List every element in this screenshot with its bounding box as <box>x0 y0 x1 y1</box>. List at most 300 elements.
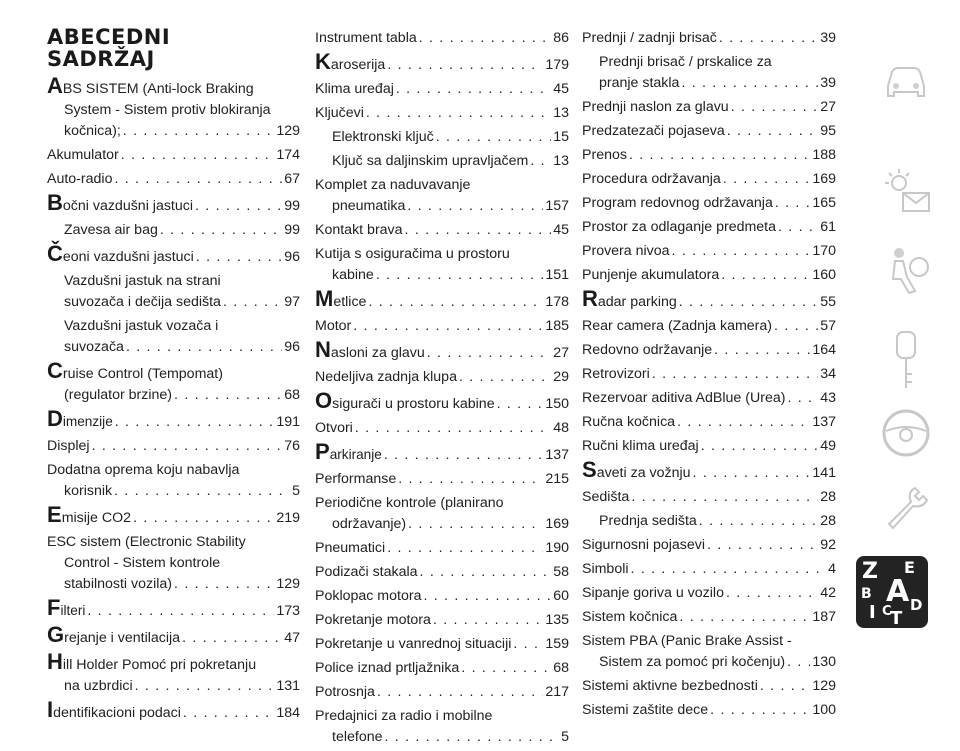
page-number[interactable]: 129 <box>276 123 300 139</box>
entry-label <box>64 385 172 405</box>
section-initial: N <box>315 337 331 362</box>
index-entry[interactable] <box>47 502 300 528</box>
index-entry[interactable] <box>315 265 569 285</box>
index-entry[interactable] <box>582 145 836 165</box>
page-number[interactable]: 173 <box>276 603 300 619</box>
entry-text: Nedeljiva zadnja klupa <box>315 369 457 385</box>
index-entry[interactable] <box>315 727 569 747</box>
dot-leader <box>714 340 810 360</box>
dot-leader <box>721 265 810 285</box>
page-number[interactable]: 27 <box>553 345 569 361</box>
entry-label <box>582 487 629 507</box>
section-initial: B <box>47 190 63 215</box>
dot-leader <box>174 574 274 594</box>
entry-text: suvozača i dečija sedišta <box>64 294 221 310</box>
entry-label <box>315 418 353 438</box>
page-number[interactable]: 191 <box>276 414 300 430</box>
page-number[interactable]: 99 <box>284 222 300 238</box>
entry-text: (regulator brzine) <box>64 387 173 403</box>
page-number[interactable]: 28 <box>820 489 836 505</box>
index-entry[interactable] <box>47 358 300 384</box>
index-entry[interactable] <box>582 559 836 579</box>
index-entry[interactable] <box>582 412 836 432</box>
index-entry[interactable] <box>582 583 836 603</box>
index-entry[interactable] <box>47 532 300 552</box>
index-entry[interactable] <box>315 316 569 336</box>
page-number[interactable]: 151 <box>545 267 569 283</box>
index-entry[interactable] <box>582 631 836 651</box>
index-entry[interactable] <box>315 103 569 123</box>
page-number[interactable]: 29 <box>553 369 569 385</box>
page-number[interactable]: 164 <box>812 342 836 358</box>
entry-label <box>315 439 382 465</box>
page-number[interactable]: 150 <box>545 396 569 412</box>
page-number[interactable]: 169 <box>812 171 836 187</box>
page-number[interactable]: 96 <box>284 249 300 265</box>
page-number[interactable]: 34 <box>820 366 836 382</box>
page-title <box>47 26 170 70</box>
page-number[interactable]: 131 <box>276 678 300 694</box>
entry-text: na uzbrdici <box>64 678 133 694</box>
entry-label <box>599 652 785 672</box>
entry-text: Ključevi <box>315 105 364 121</box>
page-number[interactable]: 4 <box>828 561 836 577</box>
entry-text: Sistem kočnica <box>582 609 678 625</box>
light-mail-icon[interactable] <box>852 165 960 219</box>
index-entry[interactable] <box>47 460 300 480</box>
index-entry[interactable] <box>315 28 569 48</box>
index-entry[interactable] <box>582 28 836 48</box>
page-number[interactable]: 92 <box>820 537 836 553</box>
page-number[interactable]: 184 <box>276 705 300 721</box>
dot-leader <box>196 247 282 267</box>
entry-text: ill Holder Pomoć pri pokretanju <box>62 657 257 673</box>
index-entry[interactable] <box>47 436 300 456</box>
dot-leader <box>408 514 543 534</box>
entry-text: Kutija s osiguračima u prostoru <box>315 246 510 262</box>
dot-leader <box>420 562 552 582</box>
entry-text: Kontakt brava <box>315 222 403 238</box>
index-entry[interactable] <box>47 316 300 336</box>
dot-leader <box>405 220 552 240</box>
entry-label <box>582 388 785 408</box>
dot-leader <box>629 145 810 165</box>
entry-text: Sigurnosni pojasevi <box>582 537 706 553</box>
entry-text: Prednja sedišta <box>599 513 697 529</box>
index-entry[interactable] <box>582 193 836 213</box>
dot-leader <box>195 196 282 216</box>
index-entry[interactable] <box>47 481 300 501</box>
entry-text: telefone <box>332 729 383 745</box>
entry-label <box>47 697 181 723</box>
page-number[interactable]: 39 <box>820 75 836 91</box>
index-entry[interactable] <box>47 271 300 291</box>
dot-leader <box>121 145 275 165</box>
dot-leader <box>459 367 551 387</box>
index-entry[interactable] <box>47 145 300 165</box>
page-number[interactable]: 13 <box>553 105 569 121</box>
index-entry[interactable] <box>582 607 836 627</box>
index-entry[interactable] <box>315 493 569 513</box>
index-entry[interactable] <box>47 595 300 621</box>
entry-text: korisnik <box>64 483 113 499</box>
index-entry[interactable] <box>47 121 300 141</box>
entry-text: Displej <box>47 438 90 454</box>
dot-leader <box>787 652 810 672</box>
entry-text: očni vazdušni jastuci <box>62 198 194 214</box>
index-entry[interactable] <box>315 286 569 312</box>
index-entry[interactable] <box>47 406 300 432</box>
index-entry[interactable] <box>47 574 300 594</box>
page-number[interactable]: 97 <box>284 294 300 310</box>
entry-text: Poklopac motora <box>315 588 422 604</box>
page-number[interactable]: 47 <box>284 630 300 646</box>
index-entry[interactable] <box>582 97 836 117</box>
page-number[interactable]: 86 <box>553 30 569 46</box>
page-number[interactable]: 43 <box>820 390 836 406</box>
page-number[interactable]: 165 <box>812 195 836 211</box>
entry-label <box>315 220 403 240</box>
entry-label <box>64 220 158 240</box>
index-entry[interactable] <box>582 169 836 189</box>
entry-text: Program redovnog održavanja <box>582 195 773 211</box>
entry-label <box>315 316 351 336</box>
index-entry[interactable] <box>47 553 300 573</box>
page-number[interactable]: 96 <box>284 339 300 355</box>
dot-leader <box>353 316 543 336</box>
section-initial: P <box>315 439 330 464</box>
entry-label <box>315 493 504 513</box>
index-entry[interactable] <box>315 469 569 489</box>
page-number[interactable]: 160 <box>812 267 836 283</box>
entry-text: Zavesa air bag <box>64 222 158 238</box>
entry-text: Klima uređaj <box>315 81 394 97</box>
index-entry[interactable] <box>47 292 300 312</box>
index-entry[interactable] <box>47 190 300 216</box>
dot-leader <box>407 196 543 216</box>
entry-label <box>315 49 386 75</box>
entry-text: Vazdušni jastuk vozača i <box>64 318 219 334</box>
page-number[interactable]: 190 <box>545 540 569 556</box>
section-initial: O <box>315 388 333 413</box>
index-entry[interactable] <box>315 610 569 630</box>
entry-label <box>47 145 119 165</box>
page-number[interactable]: 45 <box>553 81 569 97</box>
index-entry[interactable] <box>315 49 569 75</box>
page-number[interactable]: 42 <box>820 585 836 601</box>
index-entry[interactable] <box>315 562 569 582</box>
entry-label <box>64 553 220 573</box>
page-number[interactable]: 61 <box>820 219 836 235</box>
index-entry[interactable] <box>582 511 836 531</box>
car-front-icon[interactable] <box>852 60 960 102</box>
page-number[interactable]: 217 <box>545 684 569 700</box>
index-entry[interactable] <box>582 340 836 360</box>
entry-label <box>64 337 124 357</box>
index-entry[interactable] <box>582 535 836 555</box>
page-number[interactable]: 57 <box>820 318 836 334</box>
entry-label <box>582 607 677 627</box>
dot-leader <box>731 97 819 117</box>
index-entry[interactable] <box>582 52 836 72</box>
entry-text: Performanse <box>315 471 397 487</box>
index-entry[interactable] <box>315 634 569 654</box>
index-entry[interactable] <box>582 436 836 456</box>
index-entry[interactable] <box>582 286 836 312</box>
index-entry[interactable] <box>582 457 836 483</box>
dot-leader <box>160 220 282 240</box>
index-entry[interactable] <box>47 241 300 267</box>
entry-label <box>599 52 772 72</box>
entry-text: održavanje) <box>332 516 407 532</box>
index-chapter-badge[interactable] <box>856 556 928 628</box>
entry-label <box>64 574 172 594</box>
dot-leader <box>530 151 551 171</box>
index-entry[interactable] <box>315 658 569 678</box>
dot-leader <box>701 436 819 456</box>
entry-text: Komplet za naduvavanje <box>315 177 471 193</box>
page-number[interactable]: 68 <box>284 387 300 403</box>
index-entry[interactable] <box>582 364 836 384</box>
page-number[interactable]: 215 <box>545 471 569 487</box>
entry-label <box>582 286 677 312</box>
airbag-person-icon[interactable] <box>852 245 960 299</box>
entry-text: adar parking <box>597 294 677 310</box>
page-number[interactable]: 137 <box>812 414 836 430</box>
index-entry[interactable] <box>47 622 300 648</box>
index-entry[interactable] <box>315 706 569 726</box>
index-entry[interactable] <box>47 73 300 99</box>
badge-letter: D <box>910 596 923 614</box>
entry-label <box>315 286 367 312</box>
entry-text: etlice <box>333 294 367 310</box>
entry-label <box>47 436 90 456</box>
page-number[interactable]: 141 <box>812 465 836 481</box>
entry-label <box>582 193 773 213</box>
dot-leader <box>631 487 818 507</box>
index-entry[interactable] <box>315 538 569 558</box>
entry-text: stabilnosti vozila) <box>64 576 173 592</box>
entry-text: asloni za glavu <box>330 345 425 361</box>
entry-text: Predajnici za radio i mobilne <box>315 708 493 724</box>
dot-leader <box>183 703 274 723</box>
entry-label <box>582 121 725 141</box>
index-entry[interactable] <box>315 79 569 99</box>
entry-label <box>315 388 495 414</box>
badge-letter: I <box>869 602 876 623</box>
entry-text: Prenos <box>582 147 627 163</box>
index-entry[interactable] <box>315 586 569 606</box>
entry-label <box>47 532 246 552</box>
index-entry[interactable] <box>582 676 836 696</box>
page-number[interactable]: 178 <box>545 294 569 310</box>
dot-leader <box>387 55 543 75</box>
page-number[interactable]: 95 <box>820 123 836 139</box>
index-entry[interactable] <box>582 265 836 285</box>
entry-label <box>315 658 459 678</box>
index-entry[interactable] <box>582 388 836 408</box>
page-number[interactable]: 170 <box>812 243 836 259</box>
key-icon[interactable] <box>852 330 960 392</box>
index-entry[interactable] <box>582 700 836 720</box>
entry-label <box>599 73 679 93</box>
page-number[interactable]: 49 <box>820 438 836 454</box>
page-number[interactable]: 67 <box>284 171 300 187</box>
entry-label <box>64 292 221 312</box>
page-number[interactable]: 130 <box>812 654 836 670</box>
page-number[interactable]: 55 <box>820 294 836 310</box>
section-initial: K <box>315 49 331 74</box>
page-number[interactable]: 159 <box>545 636 569 652</box>
entry-label <box>315 28 417 48</box>
entry-text: Otvori <box>315 420 353 436</box>
page-number[interactable]: 48 <box>553 420 569 436</box>
index-column-1 <box>47 73 300 727</box>
index-entry[interactable] <box>47 676 300 696</box>
page-number[interactable]: 99 <box>284 198 300 214</box>
page-number[interactable]: 13 <box>553 153 569 169</box>
entry-text: ruise Control (Tempomat) <box>62 366 223 382</box>
entry-label <box>64 676 133 696</box>
entry-label <box>332 196 405 216</box>
page-number[interactable]: 169 <box>545 516 569 532</box>
index-entry[interactable] <box>47 697 300 723</box>
dot-leader <box>727 121 818 141</box>
page-number[interactable]: 185 <box>545 318 569 334</box>
page-number[interactable]: 188 <box>812 147 836 163</box>
page-number[interactable]: 15 <box>553 129 569 145</box>
entry-label <box>315 103 364 123</box>
page-number[interactable]: 137 <box>545 447 569 463</box>
index-entry[interactable] <box>47 220 300 240</box>
index-entry[interactable] <box>315 682 569 702</box>
page-number[interactable]: 219 <box>276 510 300 526</box>
index-entry[interactable] <box>582 487 836 507</box>
page-number[interactable]: 129 <box>276 576 300 592</box>
dot-leader <box>115 412 275 432</box>
index-entry[interactable] <box>315 439 569 465</box>
page-number[interactable]: 135 <box>545 612 569 628</box>
entry-label <box>47 358 223 384</box>
section-initial: E <box>47 502 62 527</box>
entry-label <box>315 244 510 264</box>
entry-text: Redovno održavanje <box>582 342 713 358</box>
dot-leader <box>92 436 283 456</box>
entry-label <box>332 151 528 171</box>
index-entry[interactable] <box>315 367 569 387</box>
index-entry[interactable] <box>47 649 300 675</box>
dot-leader <box>677 412 810 432</box>
badge-letter: T <box>890 608 903 629</box>
page-number[interactable]: 5 <box>561 729 569 745</box>
steering-wheel-icon[interactable] <box>852 405 960 461</box>
dot-leader <box>631 559 827 579</box>
page-number[interactable]: 5 <box>292 483 300 499</box>
entry-label <box>582 145 627 165</box>
page-number[interactable]: 60 <box>553 588 569 604</box>
index-entry[interactable] <box>315 151 569 171</box>
wrench-icon[interactable] <box>852 480 960 534</box>
index-entry[interactable] <box>582 652 836 672</box>
index-entry[interactable] <box>315 418 569 438</box>
entry-text: Motor <box>315 318 352 334</box>
entry-label <box>315 706 492 726</box>
dot-leader <box>707 535 818 555</box>
entry-text: Police iznad prtljažnika <box>315 660 460 676</box>
page-number[interactable]: 68 <box>553 660 569 676</box>
entry-text: Punjenje akumulatora <box>582 267 720 283</box>
section-initial: R <box>582 286 598 311</box>
index-entry[interactable] <box>315 127 569 147</box>
index-entry[interactable] <box>315 388 569 414</box>
page-number[interactable]: 179 <box>545 57 569 73</box>
entry-text: Pokretanje u vanrednoj situaciji <box>315 636 512 652</box>
index-entry[interactable] <box>315 514 569 534</box>
dot-leader <box>123 121 275 141</box>
index-entry[interactable] <box>582 217 836 237</box>
index-entry[interactable] <box>47 100 300 120</box>
dot-leader <box>385 727 560 747</box>
entry-text: Ručna kočnica <box>582 414 676 430</box>
index-entry[interactable] <box>582 73 836 93</box>
index-entry[interactable] <box>47 337 300 357</box>
dot-leader <box>723 169 811 189</box>
index-column-2 <box>315 28 569 751</box>
index-entry[interactable] <box>47 385 300 405</box>
index-entry[interactable] <box>315 196 569 216</box>
section-initial: F <box>47 595 61 620</box>
page-number[interactable]: 39 <box>820 30 836 46</box>
page-number[interactable]: 100 <box>812 702 836 718</box>
section-initial: G <box>47 622 65 647</box>
index-entry[interactable] <box>315 337 569 363</box>
page-number[interactable]: 187 <box>812 609 836 625</box>
index-entry[interactable] <box>47 169 300 189</box>
page-number[interactable]: 76 <box>284 438 300 454</box>
entry-text: Ručni klima uređaj <box>582 438 699 454</box>
index-entry[interactable] <box>582 241 836 261</box>
section-initial: I <box>47 697 54 722</box>
index-entry[interactable] <box>315 244 569 264</box>
index-entry[interactable] <box>582 316 836 336</box>
index-entry[interactable] <box>582 121 836 141</box>
entry-label <box>582 241 670 261</box>
page-number[interactable]: 45 <box>553 222 569 238</box>
dot-leader <box>419 28 551 48</box>
entry-label <box>315 469 396 489</box>
entry-label <box>582 28 717 48</box>
entry-label <box>315 538 385 558</box>
badge-letter: A <box>886 574 910 609</box>
entry-label <box>582 412 675 432</box>
page-number[interactable]: 174 <box>276 147 300 163</box>
entry-text: Sipanje goriva u vozilo <box>582 585 724 601</box>
entry-label <box>582 700 708 720</box>
entry-text: pranje stakla <box>599 75 680 91</box>
title-line-2: SADRŽAJ <box>47 47 155 71</box>
entry-text: Vazdušni jastuk na strani <box>64 273 221 289</box>
page-number[interactable]: 58 <box>553 564 569 580</box>
page-number[interactable]: 157 <box>545 198 569 214</box>
dot-leader <box>114 481 290 501</box>
page-number[interactable]: 129 <box>812 678 836 694</box>
index-entry[interactable] <box>315 220 569 240</box>
page-number[interactable]: 27 <box>820 99 836 115</box>
entry-text: Sistemi zaštite dece <box>582 702 709 718</box>
index-entry[interactable] <box>315 175 569 195</box>
page-number[interactable]: 28 <box>820 513 836 529</box>
entry-text: suvozača <box>64 339 124 355</box>
